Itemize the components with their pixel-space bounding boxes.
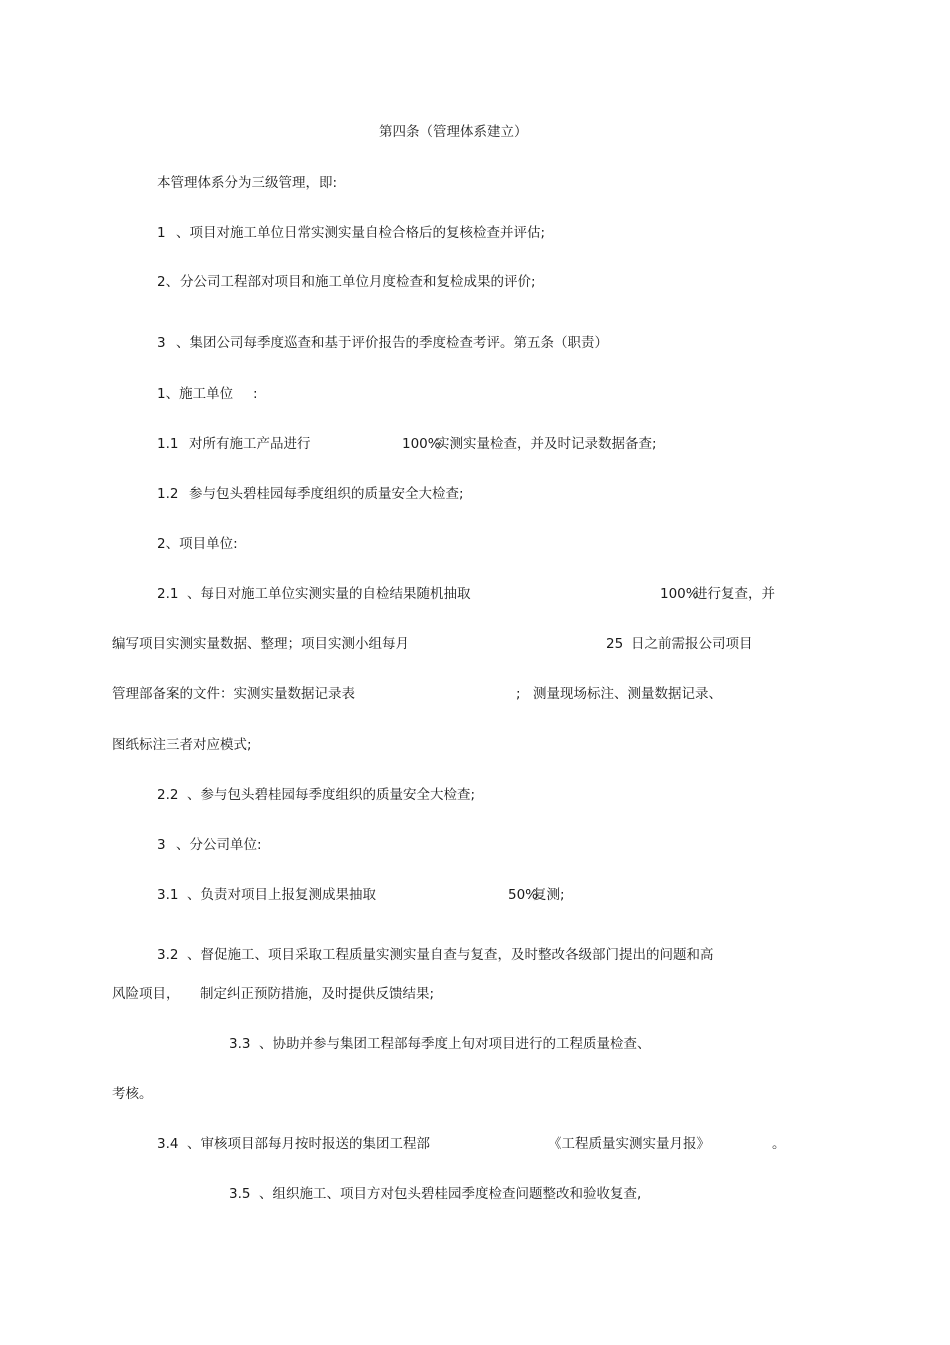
item-3-2-line-2: 风险项目， 制定纠正预防措施，及时提供反馈结果; [112,986,435,1002]
item-text: 分公司工程部对项目和施工单位月度检查和复检成果的评价; [180,274,536,290]
item-text: 、组织施工、项目方对包头碧桂园季度检查问题整改和验收复查, [259,1186,642,1202]
item-number: 3.2 [157,947,179,963]
item-text: 对所有施工产品进行 [189,436,311,452]
item-3-5 [229,1185,729,1203]
item-2-2 [157,786,857,804]
section-1-title: 1、施工单位 : [157,386,258,402]
item-3-3 [229,1035,729,1053]
item-1-1 [157,435,857,453]
item-text-rest: 复测; [533,887,565,903]
item-2-1-line-3: 管理部备案的文件：实测实量数据记录表 ; 测量现场标注、测量数据记录、 [112,686,722,702]
item-number: 3.5 [229,1186,251,1202]
item-text: 、审核项目部每月按时报送的集团工程部 [187,1136,430,1152]
level-3-item [157,334,857,352]
section-2-title: 2、项目单位: [157,536,238,552]
item-text-rest: 实测实量检查，并及时记录数据备查; [436,436,657,452]
report-title: 《工程质量实测实量月报》 [548,1136,710,1152]
item-number: 1 [157,225,166,241]
section-heading: 第四条（管理体系建立） [379,124,528,140]
item-3-2 [157,946,807,964]
item-number: 3.4 [157,1136,179,1152]
item-2-1-line-4: 图纸标注三者对应模式; [112,737,252,753]
item-3-3-line-2: 考核。 [112,1086,153,1102]
item-1-2 [157,485,857,503]
level-1-item [157,224,857,242]
section-3-title: 3 、分公司单位: [157,837,262,853]
item-number: 3.3 [229,1036,251,1052]
item-number: 1.2 [157,486,179,502]
percent-value: 50% [508,887,539,903]
percent-value: 100% [660,586,699,602]
item-text-rest: 进行复查，并 [694,586,775,602]
item-3-1 [157,886,757,904]
item-text: 、负责对项目上报复测成果抽取 [187,887,376,903]
item-text: 、每日对施工单位实测实量的自检结果随机抽取 [187,586,471,602]
item-number: 3 [157,335,166,351]
level-2-item [157,273,857,291]
item-number: 1.1 [157,436,179,452]
item-2-1 [157,585,807,603]
item-number: 3.1 [157,887,179,903]
item-3-4: 3.4 、审核项目部每月按时报送的集团工程部 《工程质量实测实量月报》 。 [157,1136,786,1152]
intro-paragraph: 本管理体系分为三级管理，即: [157,175,338,191]
day-value: 25 [606,636,624,652]
item-2-1-line-2: 编写项目实测实量数据、整理；项目实测小组每月 25 日之前需报公司项目 [112,636,753,652]
item-text: 、项目对施工单位日常实测实量自检合格后的复核检查并评估; [176,225,546,241]
item-number: 2.1 [157,586,179,602]
percent-value: 100% [402,436,441,452]
item-number: 2、 [157,274,180,290]
item-text: 、督促施工、项目采取工程质量实测实量自查与复查，及时整改各级部门提出的问题和高 [187,947,714,963]
item-text: 参与包头碧桂园每季度组织的质量安全大检查; [189,486,464,502]
item-text: 、协助并参与集团工程部每季度上旬对项目进行的工程质量检查、 [259,1036,651,1052]
item-text: 、参与包头碧桂园每季度组织的质量安全大检查; [187,787,476,803]
item-text: 、集团公司每季度巡查和基于评价报告的季度检查考评。第五条（职责） [176,335,608,351]
item-number: 2.2 [157,787,179,803]
